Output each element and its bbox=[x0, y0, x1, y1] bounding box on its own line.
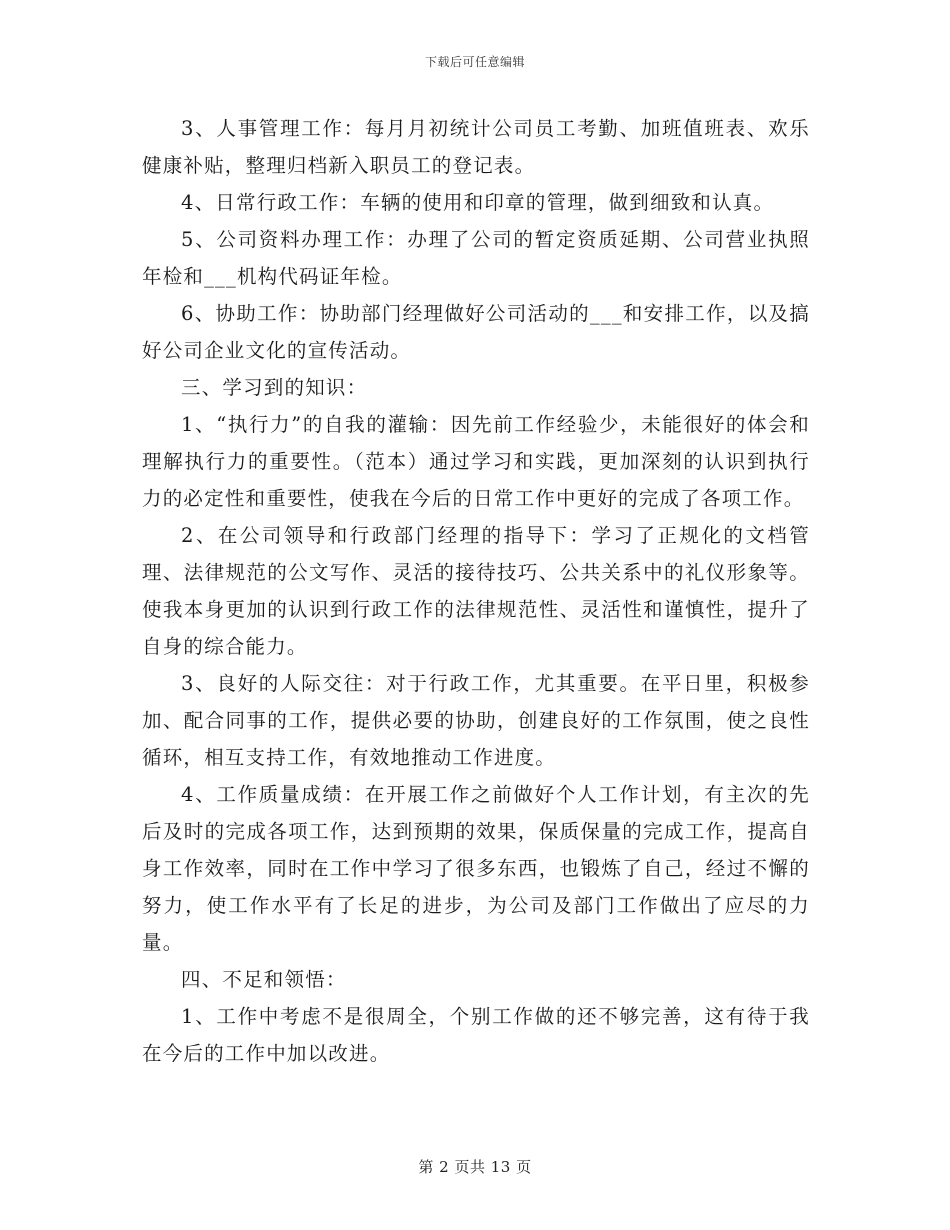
paragraph-assistance-work: 6、协助工作：协助部门经理做好公司活动的___和安排工作，以及搞好公司企业文化的宣传活动。 bbox=[142, 302, 810, 362]
paragraph-company-documents: 5、公司资料办理工作：办理了公司的暂定资质延期、公司营业执照年检和___机构代码证年检。 bbox=[142, 228, 810, 288]
paragraph-guidance: 2、在公司领导和行政部门经理的指导下：学习了正规化的文档管理、法律规范的公文写作、灵活的接待技巧、公共关系中的礼仪形象等。使我本身更加的认识到行政工作的法律规范性、灵活性和谨慎性，提升了自身的综合能力。 bbox=[142, 524, 810, 658]
section-heading-knowledge: 三、学习到的知识： bbox=[181, 376, 368, 399]
paragraph-shortcoming-1: 1、工作中考虑不是很周全，个别工作做的还不够完善，这有待于我在今后的工作中加以改进。 bbox=[142, 1005, 810, 1065]
page-number: 第 2 页共 13 页 bbox=[418, 1158, 532, 1176]
paragraph-personnel-management: 3、人事管理工作：每月月初统计公司员工考勤、加班值班表、欢乐健康补贴，整理归档新入职员工的登记表。 bbox=[142, 117, 810, 177]
section-heading-shortcomings: 四、不足和领悟： bbox=[181, 968, 347, 991]
paragraph-work-quality: 4、工作质量成绩：在开展工作之前做好个人工作计划，有主次的先后及时的完成各项工作，达到预期的效果，保质保量的完成工作，提高自身工作效率，同时在工作中学习了很多东西，也锻炼了自己，经过不懈的努力，使工作水平有了长足的进步，为公司及部门工作做出了应尽的力量。 bbox=[142, 783, 810, 954]
paragraph-execution: 1、“执行力”的自我的灌输：因先前工作经验少，未能很好的体会和理解执行力的重要性。（范本）通过学习和实践，更加深刻的认识到执行力的必定性和重要性，使我在今后的日常工作中更好的完成了各项工作。 bbox=[142, 413, 810, 510]
page-header: 下载后可任意编辑 bbox=[424, 55, 525, 69]
paragraph-daily-admin: 4、日常行政工作：车辆的使用和印章的管理，做到细致和认真。 bbox=[181, 191, 775, 214]
document-body bbox=[142, 110, 810, 1072]
paragraph-interpersonal: 3、良好的人际交往：对于行政工作，尤其重要。在平日里，积极参加、配合同事的工作，提供必要的协助，创建良好的工作氛围，使之良性循环，相互支持工作，有效地推动工作进度。 bbox=[142, 672, 810, 769]
